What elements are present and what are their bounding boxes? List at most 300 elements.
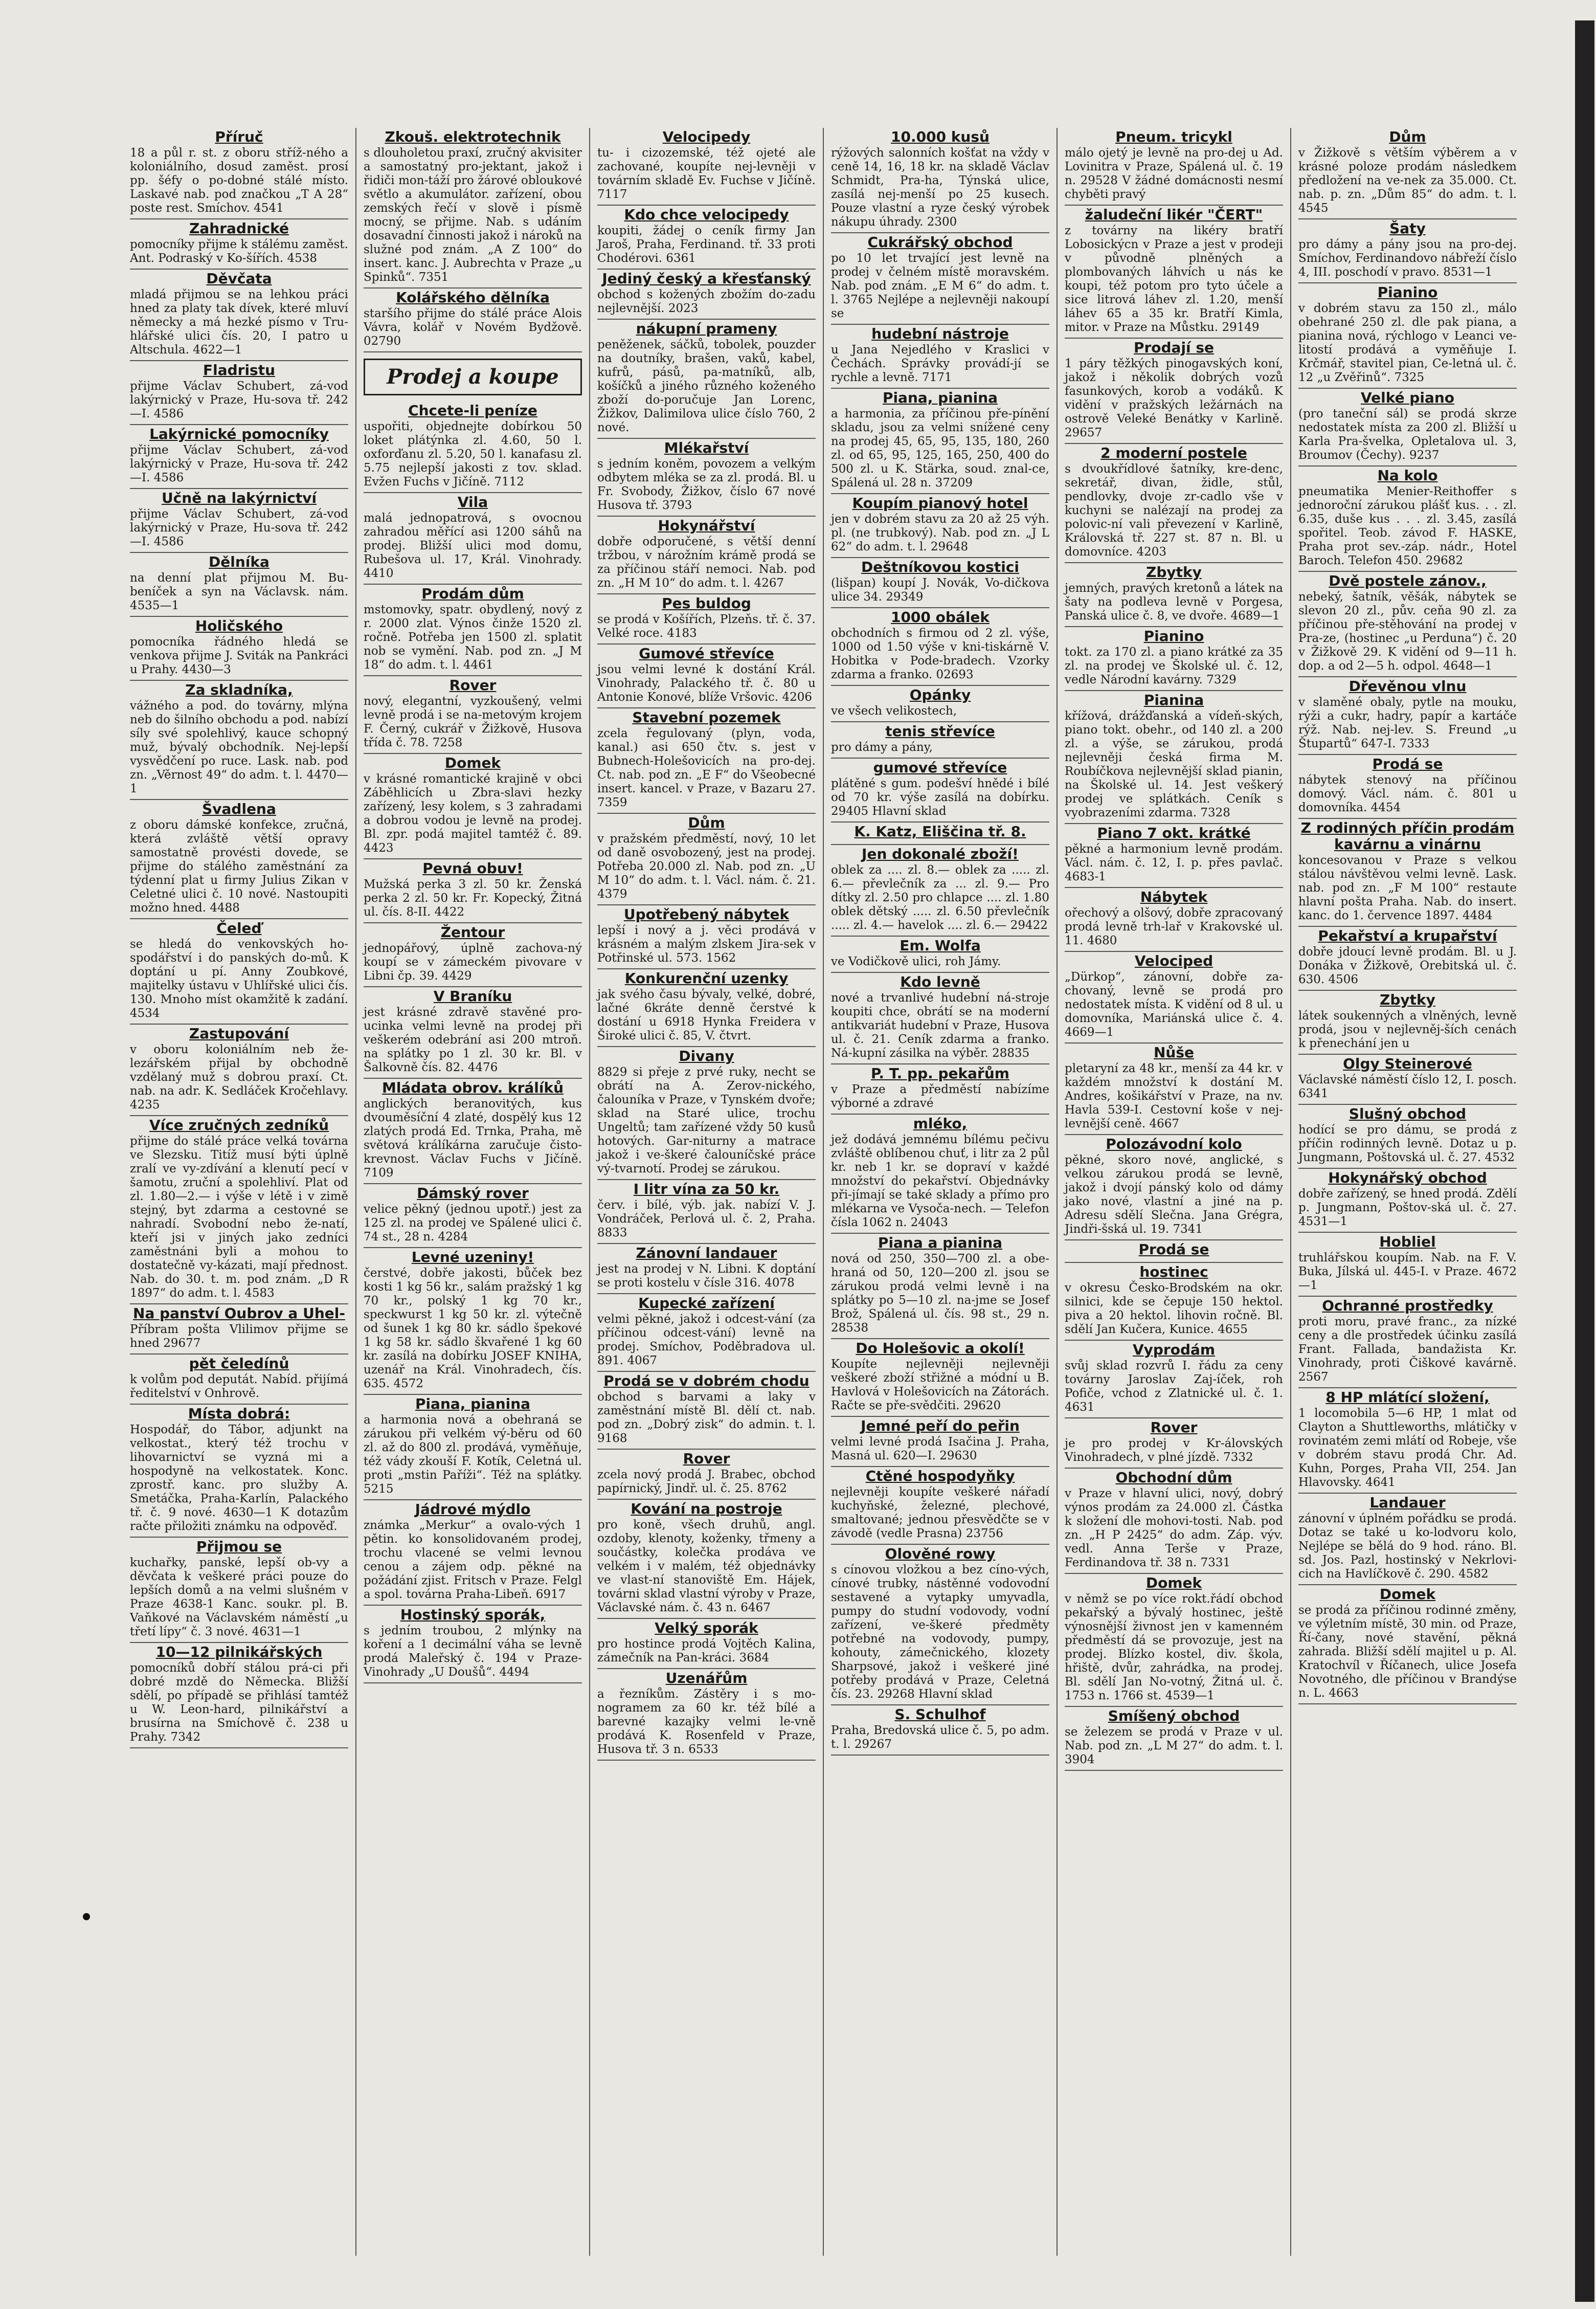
ad-heading: Olgy Steinerové xyxy=(1343,1055,1472,1072)
ad-text: v krásné romantické krajině v obci Záběhlicích u Zbra-slavi hezky zařízený, lesy kolem, s 3 zahradami a dobrou vodou je levně na prodej. Bl. zpr. podá majitel tamtéž č. 89. 4423 xyxy=(364,772,582,855)
ad-text: dobře odporučené, s větší denní tržbou, v nárožním krámě prodá se za příčinou stáří nemoci. Nab. pod zn. „H M 10“ do adm. t. l. 4267 xyxy=(597,535,816,590)
classified-ad xyxy=(1298,572,1517,677)
ad-text: svůj sklad rozvrů I. řádu za ceny továrny Jaroslav Zaj-íček, roh Pofiče, vchod z Zlatnické ul. č. 1. 4631 xyxy=(1065,1359,1283,1414)
ad-text: s dlouholetou praxí, zručný akvisiter a samostatný pro-jektant, jakož i řidiči mon-táží pro žárové obloukové světlo a akumulátor. zařízení, obou zemských řečí v slově i písmě mocný, se přijme. Nab. s udáním dosavadní činnosti jakož i nároků na služné pod znám. „A Z 100“ do insert. kanc. J. Aubrechta v Praze „u Spinků“. 7351 xyxy=(364,146,582,284)
ad-text: v Praze a předměstí nabízíme výborné a zdravé xyxy=(831,1083,1049,1110)
ad-text: rýžových salonních košťat na vždy v ceně 14, 16, 18 kr. na skladě Václav Schmidt, Pra-ha, Týnská ulice, zasílá nej-menší po 25 kusech. Pouze vlastní a ryze český výrobek nákupu úhrady. 2300 xyxy=(831,146,1049,229)
ad-heading: Smíšený obchod xyxy=(1108,1707,1240,1724)
ad-heading: mléko, xyxy=(913,1115,968,1132)
column-5 xyxy=(1058,128,1291,2256)
ad-text: zánovní v úplném pořádku se prodá. Dotaz se také u ko-lodvoru kolo, Nejlépe se bělá do 9 hod. ráno. Bl. sd. Jos. Pazl, hostinský v Nekrlovi-cich na Havlíčkově č. 290. 4582 xyxy=(1298,1512,1517,1581)
classified-ad xyxy=(597,320,816,439)
ad-text: nové a trvanlivé hudební ná-stroje koupiti chce, obrátí se na moderní antikvariát hudební v Praze, Husova ul. č. 21. Ceník zdarma a franko. Ná-kupní zásilka na výběr. 28835 xyxy=(831,991,1049,1060)
ad-text: pro hostince prodá Vojtěch Kalina, zámečník na Pan-kráci. 3684 xyxy=(597,1637,816,1664)
ad-heading: Místa dobrá: xyxy=(188,1405,290,1422)
classified-ad xyxy=(597,814,816,905)
ad-heading: Olověné rowy xyxy=(885,1545,996,1562)
classified-ad xyxy=(831,494,1049,558)
ad-text: přijme do stálé práce velká továrna ve Slezsku. Titíž musí býti úplně zralí ve vy-zdívání a klenutí pecí v šamotu, zruční a spolehliví. Plat od zl. 1.80—2.— i výše v létě i v zimě stejný, byt zdarma a cestovné se nahradí. Svobodní nebo že-natí, kteří jsi v jiných jako zedníci zaměstnáni byli a mohou to dostatečně vy-kázati, mají přednost. Nab. do 30. t. m. pod znám. „D R 1897“ do adm. t. l. 4583 xyxy=(130,1135,348,1300)
classified-ad xyxy=(597,708,816,814)
classified-ad xyxy=(597,128,816,206)
ad-heading: Rover xyxy=(449,677,497,694)
classified-ad xyxy=(597,1669,816,1761)
classified-ad xyxy=(1065,1135,1283,1240)
classified-ad xyxy=(364,493,582,585)
ad-heading: Em. Wolfa xyxy=(900,937,981,954)
ad-text: je pro prodej v Kr-álovských Vinohradech, v plné jízdě. 7332 xyxy=(1065,1437,1283,1464)
ad-text: peněženek, sáčků, tobolek, pouzder na doutníky, brašen, vaků, kabel, kufrů, pásů, pa-matníků, alb, košíčků a jiného různého koženého zboží do-poručuje Jan Lorenc, Žižkov, Dalimilova ulice číslo 760, 2 nové. xyxy=(597,338,816,434)
ad-heading: Zbytky xyxy=(1146,564,1202,581)
ad-heading: Dřevěnou vlnu xyxy=(1348,678,1467,695)
classified-ad xyxy=(1298,677,1517,755)
classified-ad xyxy=(597,1450,816,1500)
ad-heading: Dámský rover xyxy=(417,1185,529,1202)
classified-ad xyxy=(1065,691,1283,824)
ad-heading: Ochranné prostředky xyxy=(1322,1297,1493,1314)
ad-heading: Prodám dům xyxy=(421,585,524,602)
classified-ad xyxy=(831,759,1049,823)
ad-text: Praha, Bredovská ulice č. 5, po adm. t. l. 29267 xyxy=(831,1724,1049,1751)
ad-heading: P. T. pp. pekařům xyxy=(871,1065,1009,1082)
ad-heading: Šaty xyxy=(1389,220,1426,237)
ad-heading: Pevná obuv! xyxy=(422,860,523,877)
ad-text: a harmonia nová a obehraná se zárukou při velkém vý-běru od 60 zl. až do 800 zl. prodává, vyměňuje, též vády zkouší F. Kotík, Celetná ul. proti „mstin Paříži“. Též na splátky. 5215 xyxy=(364,1413,582,1496)
ad-heading: S. Schulhof xyxy=(894,1706,986,1723)
classified-ad xyxy=(130,1025,348,1116)
ad-text: Koupíte nejlevněji nejlevněji veškeré zboží střižné a módní u B. Havlová v Holešovicích na Zátorách. Račte se pře-svědčiti. 29620 xyxy=(831,1358,1049,1412)
ad-text: po 10 let trvající jest levně na prodej v čelném místě moravském. Nab. pod znám. „E M 6“ do adm. t. l. 3765 Nejlépe a nejlevněji nakoupí se xyxy=(831,252,1049,320)
ad-heading: Deštníkovou kostici xyxy=(861,559,1020,575)
classified-ad xyxy=(1298,219,1517,283)
ad-text: 18 a půl r. st. z oboru stříž-ného a koloniálního, dosud zaměst. prosí pp. šéfy o po-dobné stálé místo. Laskavé nab. pod značkou „T A 28“ poste rest. Smíchov. 4541 xyxy=(130,146,348,215)
ad-heading: gumové střevíce xyxy=(873,759,1007,776)
classified-ad xyxy=(831,1545,1049,1705)
ad-heading: Jádrové mýdlo xyxy=(415,1501,531,1518)
classified-ad xyxy=(130,1643,348,1748)
ad-heading: Dům xyxy=(1389,128,1426,145)
page-edge xyxy=(1575,20,1594,2302)
ad-text: uspořiti, objednejte dobírkou 50 loket plátýnka zl. 4.60, 50 l. oxforďanu zl. 5.20, 50 l. kanafasu zl. 5.75 nejlepší jakosti z tov. sklad. Evžen Fuchs v Jičíně. 7112 xyxy=(364,420,582,489)
ad-heading: Upotřebený nábytek xyxy=(623,906,790,923)
ad-text: se hledá do venkovských ho-spodářství i do panských do-mů. K doptání u pí. Anny Zoubkové, majitelky ústavu v Uhlířské ulici čís. 130. Mnoho míst okamžitě k zadání. 4534 xyxy=(130,938,348,1020)
ad-text: pomocníků dobří stálou prá-ci při dobré mzdě do Německa. Bližší sdělí, po případě se přihlásí tamtéž u W. Leon-hard, pilnikářství a brusírna na Smíchově č. 238 u Prahy. 7342 xyxy=(130,1661,348,1744)
ad-heading: hudební nástroje xyxy=(871,325,1009,342)
classified-ad xyxy=(130,1538,348,1643)
ad-text: Mužská perka 3 zl. 50 kr. Ženská perka 2 zl. 50 kr. Fr. Kopecký, Žitná ul. čís. 8-II. 4422 xyxy=(364,878,582,919)
classified-ad xyxy=(1065,1469,1283,1574)
ad-text: křížová, drážďanská a vídeň-ských, piano tokt. obehr., od 140 zl. a 200 zl. a výše, se zárukou, prodá nejlevněji česká firma M. Roubíčkova nejlevnější sklad pianin, na Školské ul. 14. Jest veškerý prodej ve splátkách. Ceník s vyobrazeními zdarma. 7328 xyxy=(1065,709,1283,819)
ad-heading: Do Holešovic a okolí! xyxy=(856,1340,1025,1357)
ad-text: velmi levné prodá Isačina J. Praha, Masná ul. 620—I. 29630 xyxy=(831,1435,1049,1462)
classified-ad xyxy=(364,402,582,493)
ad-text: v Žižkově s větším výběrem a v krásné poloze prodám následkem předložení na ve-nek za 35.000. Ct. nab. p. zn. „Dům 85“ do adm. t. l. 4545 xyxy=(1298,146,1517,215)
ad-text: lepší i nový a j. věci prodává v krásném a malým zlskem Jira-sek v Potřinské ul. 573. 1562 xyxy=(597,924,816,965)
ad-heading: Zbytky xyxy=(1380,991,1435,1008)
ad-heading: Pekařství a krupařství xyxy=(1318,927,1497,944)
ad-heading: Chcete-li peníze xyxy=(408,402,537,419)
ad-text: obchodních s firmou od 2 zl. výše, 1000 od 1.50 výše v kni-tiskárně V. Hobitka v Pode-bradech. Vzorky zdarma a franko. 02693 xyxy=(831,627,1049,681)
ad-text: v Praze v hlavní ulici, nový, dobrý výnos prodám za 24.000 zl. Částka k složení dle mohovi-tosti. Nab. pod zn. „H P 2425“ do adm. Záp. výv. vedl. Anna Terše v Praze, Ferdinandova tř. 38 n. 7331 xyxy=(1065,1487,1283,1569)
ad-heading: Cukrářský obchod xyxy=(867,234,1013,251)
classified-ad xyxy=(364,585,582,676)
classified-ad xyxy=(597,1500,816,1619)
classified-ad xyxy=(831,722,1049,759)
classified-ad xyxy=(1298,1233,1517,1297)
ad-heading: Zastupování xyxy=(189,1025,289,1042)
ad-text: zcela nový prodá J. Brabec, obchod papírnický, Jindř. ul. č. 25. 8762 xyxy=(597,1468,816,1495)
classified-ad xyxy=(831,937,1049,973)
ad-heading: Hokynářství xyxy=(658,517,755,534)
classified-ad xyxy=(130,617,348,681)
classified-ad xyxy=(130,800,348,919)
classified-ad xyxy=(1298,991,1517,1055)
ad-heading: Piana, pianina xyxy=(415,1395,531,1412)
ad-heading: Kdo levně xyxy=(900,973,980,990)
ad-text: hodící se pro dámu, se prodá z příčin rodinných levně. Dotaz u p. Jungmann, Poštovská ul. č. 27. 4532 xyxy=(1298,1123,1517,1164)
ad-text: s jedním koněm, povozem a velkým odbytem mléka se za zl. prodá. Bl. u Fr. Svobody, Žižkov, číslo 67 nové Husova tř. 3793 xyxy=(597,457,816,512)
classified-ad xyxy=(1065,339,1283,444)
ad-heading: Kdo chce velocipedy xyxy=(624,206,789,223)
ad-text: přijme Václav Schubert, zá-vod lakýrnický v Praze, Hu-sova tř. 242—I. 4586 xyxy=(130,507,348,548)
classified-ad xyxy=(831,686,1049,722)
ad-heading: Pianino xyxy=(1143,628,1204,645)
ad-heading: Hobliel xyxy=(1379,1233,1436,1250)
ad-text: s jedním troubou, 2 mlýnky na koření a 1 decimální váha se levně prodá Maleřský č. 194 v Praze-Vinohrady „U Doušů“. 4494 xyxy=(364,1624,582,1679)
ad-heading: Gumové střevíce xyxy=(639,645,774,662)
ad-text: zcela řegulovaný (plyn, voda, kanal.) asi 650 čtv. s. jest v Bubnech-Holešovicích na pro-dej. Ct. nab. pod zn. „E F“ do Všeobecné insert. kancel. v Praze, v Bazaru 27. 7359 xyxy=(597,727,816,809)
ad-heading: Piana a pianina xyxy=(878,1234,1003,1251)
ad-text: 8829 si přeje z prvé ruky, necht se obrátí na A. Zerov-nického, čalouníka v Praze, v Tynském dvoře; sklad na Staré ulice, trochu Ungeltů; tam zařízené vždy 50 kusů hotových. Gar-niturny a matrace jakož i ve-škeré čalouníčské práce vý-tvarnotí. Prodej se zárukou. xyxy=(597,1065,816,1175)
ad-heading: Pianina xyxy=(1143,692,1204,708)
classified-ad xyxy=(1298,1494,1517,1585)
ad-text: jest na prodej v N. Libni. K doptání se proti kostelu v čísle 316. 4078 xyxy=(597,1262,816,1290)
classified-ad xyxy=(130,1304,348,1355)
ad-text: (pro taneční sál) se prodá skrze nedostatek místa za 200 zl. Bližší u Karla Pra-švelka, Opletalova ul. 3, Broumov (Čechy). 9237 xyxy=(1298,407,1517,462)
classified-ad xyxy=(1298,1388,1517,1494)
classified-ad xyxy=(597,439,816,517)
classified-ad xyxy=(130,425,348,489)
ad-text: oblek za .... zl. 8.— oblek za ..... zl. 6.— převlečník za ... zl. 9.— Pro dítky zl. 2.50 pro chlapce .... zl. 1.80 oblek dětský ..... zl. 6.50 převlečník ..... zl. 4.— havelok .... zl. 6.— 29422 xyxy=(831,863,1049,932)
classified-ad xyxy=(597,1372,816,1450)
ad-heading: Polozávodní kolo xyxy=(1106,1136,1242,1152)
classified-ad xyxy=(831,558,1049,608)
ad-text: staršího přijme do stálé práce Alois Vávra, kolář v Novém Bydžově. 02790 xyxy=(364,307,582,348)
ad-heading: Příruč xyxy=(215,128,263,145)
classified-ad xyxy=(597,1619,816,1669)
ad-heading: Jen dokonalé zboží! xyxy=(862,846,1019,862)
ad-heading: Prodá se xyxy=(1138,1241,1209,1258)
classified-ad xyxy=(831,845,1049,937)
ad-heading: Hostinský sporák, xyxy=(400,1606,546,1623)
classified-ad xyxy=(1065,128,1283,206)
classified-ad xyxy=(1065,888,1283,952)
ad-heading: Pianino xyxy=(1377,284,1438,301)
ad-heading: Dvě postele zánov., xyxy=(1329,572,1487,589)
classified-ad xyxy=(597,905,816,969)
ad-heading: Fladristu xyxy=(203,362,276,379)
classified-ad xyxy=(364,1606,582,1683)
classified-ad xyxy=(597,969,816,1047)
ad-heading: Přijmou se xyxy=(196,1538,282,1555)
ad-text: u Jana Nejedlého v Kraslici v Čechách. Správky provádí-jí se rychle a levně. 7171 xyxy=(831,343,1049,384)
ad-heading: Hokynářský obchod xyxy=(1328,1169,1487,1186)
classified-ad xyxy=(130,919,348,1025)
ad-heading: Mlékařství xyxy=(664,439,749,456)
ad-heading: I litr vína za 50 kr. xyxy=(633,1181,780,1197)
ad-text: dobře jdoucí levně prodám. Bl. u J. Donáka v Žižkově, Orebitská ul. č. 630. 4506 xyxy=(1298,945,1517,986)
classified-ad xyxy=(130,1405,348,1538)
classified-ad xyxy=(831,973,1049,1064)
ad-text: z továrny na likéry bratří Lobosickýcn v Praze a jest v prodeji v původně plněných a plombovaných láhvích u nás ke koupi, též potom pro tyto účele a sice litrová láhev zl. 1.20, menší láhev 65 a 35 kr. Bratří Kimla, mitor. v Praze na Můstku. 29149 xyxy=(1065,224,1283,334)
ad-heading: Velký sporák xyxy=(655,1619,758,1636)
ad-text: s cínovou vložkou a bez cíno-vých, cínové trubky, nástěnné vodovodní sestavené a vytapky umyvadla, pumpy do studní vodovody, vodní zařízení, ve-škeré předměty potřebné na vodovody, pumpy, kohouty, zámečnického, klozety Sharpsové, jakož i veškeré jiné potřeby prodává v Praze, Celetná čís. 23. 29268 Hlavní sklad xyxy=(831,1563,1049,1701)
ad-heading: Dům xyxy=(688,814,725,831)
ad-heading: 2 moderní postele xyxy=(1100,445,1247,461)
classified-ad xyxy=(364,676,582,754)
ad-text: k volům pod deputát. Nabíd. přijímá ředitelství v Onhrově. xyxy=(130,1373,348,1400)
ad-text: Příbram pošta Vlilimov přijme se hned 29677 xyxy=(130,1323,348,1350)
classified-ad xyxy=(1298,755,1517,819)
ad-heading: 10—12 pilnikářských xyxy=(155,1644,323,1660)
classified-ad xyxy=(364,1500,582,1606)
ad-text: čerstvé, dobře jakosti, bůček bez kosti 1 kg 56 kr., salám pražský 1 kg 70 kr., polský 1 kg 70 kr., speckwurst 1 kg 50 kr. zl. výtečně od šunek 1 kg 80 kr. sádlo špekové 1 kg 58 kr. sádlo škvařené 1 kg 60 kr. zasílá na dobírku JOSEF KNIHA, uzenář na Král. Vinohradech, čís. 635. 4572 xyxy=(364,1267,582,1390)
ad-heading: Domek xyxy=(1379,1586,1436,1603)
ad-heading: 8 HP mlátící složení, xyxy=(1325,1389,1490,1406)
ad-heading: Prodají se xyxy=(1133,339,1215,356)
section-banner: Prodej a koupe xyxy=(364,359,582,395)
ad-text: z oboru dámské konfekce, zručná, která zvláště větší opravy samostatně provésti dovede, se přijme do stálého zaměstnání za týdenní plat u firmy Julius Zikan v Celetné ulici č. 10 nové. Nastoupiti možno hned. 4488 xyxy=(130,818,348,915)
classified-ad xyxy=(1065,1418,1283,1469)
ad-heading: Lakýrnické pomocníky xyxy=(149,426,329,442)
ad-heading: V Braníku xyxy=(433,988,512,1005)
ad-text: Hospodář, do Tábor, adjunkt na velkostat., který též trochu v lihovarnictví se vyzná mi a hospodyně na velkostatek. Konc. zprostř. kanc. pro služby A. Smetáčka, Praha-Karlín, Palackého tř. č. 9 nové. 4630—1 K dotazům račte přiložiti známku na odpověď. xyxy=(130,1423,348,1533)
classified-ad xyxy=(597,594,816,645)
ad-heading: Pes buldog xyxy=(662,595,751,612)
column-1 xyxy=(123,128,356,2256)
classified-ad xyxy=(831,1234,1049,1339)
ad-heading: Kování na postroje xyxy=(631,1500,782,1517)
ad-text: jak svého času bývaly, velké, dobré, lačné 6kráte denně čerstvé k dostání u 6918 Hynka Freidera v Široké ulici č. 85, V. čtvrt. xyxy=(597,988,816,1042)
classified-ad xyxy=(1298,389,1517,467)
ad-text: Václavské náměstí číslo 12, I. posch. 6341 xyxy=(1298,1073,1517,1100)
classified-ad xyxy=(831,325,1049,389)
ad-heading: Stavební pozemek xyxy=(632,709,781,726)
ad-text: a řezníkům. Zástěry i s mo-nogramem za 60 kr. též bílé a barevné kazajky velmi le-vně prodává K. Rosenfeld v Praze, Husova tř. 3 n. 6533 xyxy=(597,1688,816,1756)
column-6 xyxy=(1291,128,1524,2256)
classified-ad xyxy=(831,128,1049,233)
ad-text: obchod s barvami a laky v zaměstnání místě Bl. dělí ct. nab. pod zn. „Dobrý zisk“ do admin. t. l. 9168 xyxy=(597,1390,816,1445)
ad-heading: Na panství Oubrov a Uhel- xyxy=(133,1305,345,1322)
ad-text: přijme Václav Schubert, zá-vod lakýrnický v Praze, Hu-sova tř. 242—I. 4586 xyxy=(130,443,348,484)
ad-heading: Opánky xyxy=(909,686,971,703)
classified-ad xyxy=(831,1417,1049,1467)
ad-text: pomocníka řádného hledá se venkova přijme J. Sviták na Pankráci u Prahy. 4430—3 xyxy=(130,635,348,676)
ad-text: pro dámy a pány jsou na pro-dej. Smíchov, Ferdinandovo nábřeží číslo 4, III. poschodí v pravo. 8531—1 xyxy=(1298,238,1517,279)
ad-text: s dvoukřídlové šatníky, kre-denc, sekretář, divan, židle, stůl, pendlovky, dvoje zr-cadlo vše v kuchyni se nalézají na prodej za polovic-ní vali převezení v Karlině, Královská tř. 227 st. 87 n. Bl. u domovníce. 4203 xyxy=(1065,462,1283,559)
ad-text: v okresu Česko-Brodském na okr. silnici, kde se čepuje 150 hektol. piva a 20 hektol. lihovin ročně. Bl. sdělí Jan Kučera, Kunice. 4655 xyxy=(1065,1281,1283,1336)
ad-text: (lišpan) koupí J. Novák, Vo-dičkova ulice 34. 29349 xyxy=(831,576,1049,604)
ad-text: v slaměné obaly, pytle na mouku, rýži a cukr, hadry, papír a kartáče rýž. Nab. nej-lev. S. Freund „u Štupartů“ 647-I. 7333 xyxy=(1298,696,1517,750)
ad-text: na denní plat přijmou M. Bu-beníček a syn na Václavsk. nám. 4535—1 xyxy=(130,571,348,612)
classified-ad xyxy=(364,288,582,352)
ad-text: látek soukenných a vlněných, levně prodá, jsou v nejlevněj-ších cenách k přenechání jen u xyxy=(1298,1009,1517,1050)
classified-ad xyxy=(597,1294,816,1372)
ad-heading: Domek xyxy=(1145,1574,1202,1591)
classified-ad xyxy=(364,987,582,1079)
column-4 xyxy=(824,128,1058,2256)
newspaper-page xyxy=(123,128,1524,2256)
ad-text: plátěné s gum. podešví hnědé i bílé od 70 kr. výše zasílá na dobírku. 29405 Hlavní sklad xyxy=(831,777,1049,818)
classified-ad xyxy=(1065,206,1283,339)
ad-heading: Koupím pianový hotel xyxy=(852,495,1028,512)
ad-heading: Zkouš. elektrotechnik xyxy=(385,128,561,145)
ad-text: pro dámy a pány, xyxy=(831,741,933,754)
ink-dot xyxy=(83,1913,90,1920)
ad-text: „Dürkop“, zánovní, dobře za-chovaný, levně se prodá pro nedostatek místa. K vidění od 8 ul. u domovníka, Mariánská ulice č. 4. 4669—1 xyxy=(1065,970,1283,1039)
ad-heading: Uzenářům xyxy=(665,1670,748,1686)
ad-text: pomocníky přijme k stálému zaměst. Ant. Podraský v Ko-šířích. 4538 xyxy=(130,238,348,265)
classified-ad xyxy=(597,1244,816,1294)
ad-heading: Na kolo xyxy=(1377,467,1438,484)
ad-heading: Jemné peří do peřin xyxy=(861,1417,1020,1434)
classified-ad xyxy=(1298,927,1517,991)
ad-text: nová od 250, 350—700 zl. a obe-hraná od 50, 120—200 zl. jsou se zárukou prodá velmi levně i na splátky po 5—10 zl. na-jme se Josef Brož, Spálená ul. čís. 98 st., 29 n. 28538 xyxy=(831,1252,1049,1335)
ad-text: se prodá v Košířích, Plzeňs. tř. č. 37. Velké roce. 4183 xyxy=(597,613,816,640)
column-2 xyxy=(356,128,590,2256)
classified-ad xyxy=(130,219,348,270)
column-3 xyxy=(590,128,824,2256)
ad-text: v oboru koloniálním neb že-lezářském přijal by obchodně vzdělaný muž s dobrou praxí. Ct. nab. na adr. K. Sedláček Kročehlavy. 4235 xyxy=(130,1043,348,1112)
ad-text: nejlevněji koupíte veškeré nářadí kuchyňské, železné, plechové, smaltované; jednou přesvědčte se v závodě (vedle Prasna) 23756 xyxy=(831,1485,1049,1540)
ad-text: mladá přijmou se na lehkou práci hned za platy tak dívek, které mluví německy a má hezké písmo v Tru-hlářské ulici čís. 20, I patro u Altschula. 4622—1 xyxy=(130,288,348,357)
ad-heading: Piano 7 okt. krátké xyxy=(1097,825,1251,841)
classified-ad xyxy=(1298,1105,1517,1169)
classified-ad xyxy=(364,923,582,987)
ad-heading: Ctěné hospodyňky xyxy=(865,1468,1015,1484)
classified-ad xyxy=(1065,563,1283,627)
ad-heading: hostinec xyxy=(1139,1263,1208,1280)
classified-ad xyxy=(831,233,1049,325)
ad-text: pletaryní za 48 kr., menší za 44 kr. v každém množství k dostání M. Andres, košikářství v Praze, na nv. Havla 539-I. Cestovní koše v nej-levnější ceně. 4667 xyxy=(1065,1062,1283,1130)
ad-heading: Kolářského dělníka xyxy=(396,289,550,306)
ad-heading: Konkurenční uzenky xyxy=(624,970,789,987)
classified-ad xyxy=(597,645,816,708)
ad-text: vážného a pod. do továrny, mlýna neb do šilního obchodu a pod. nabízí síly své spolehlivý, kauce schopný muž, bývalý obchodník. Nej-lepší vysvědčení po ruce. Lask. nab. pod zn. „Věrnost 49“ do adm. t. l. 4470—1 xyxy=(130,699,348,795)
classified-ad xyxy=(831,608,1049,686)
ad-heading: Vyprodám xyxy=(1132,1341,1216,1358)
ad-text: mstomovky, spatr. obydlený, nový z r. 2000 zlat. Výnos činže 1520 zl. ročně. Potřeba jen 1500 zl. splatit nob se vymění. Nab. pod zn. „J M 18“ do adm. t. l. 4461 xyxy=(364,603,582,672)
ad-heading: Divany xyxy=(679,1048,734,1064)
classified-ad xyxy=(1298,819,1517,927)
ad-text: v němž se po více rokt.řádí obchod pekařský a bývalý hostinec, ještě výnosnější živnost jen v kamenném předměstí dá se provozuje, jest na prodej. Blízko kostel, div. škola, hřiště, dvůr, zahrádka, na prodej. Bl. sdělí Jan No-votný, Žitná ul. č. 1753 n. 1766 st. 4539—1 xyxy=(1065,1592,1283,1702)
ad-heading: Za skladníka, xyxy=(185,681,293,698)
ad-heading: Jediný český a křesťanský xyxy=(602,270,811,287)
classified-ad xyxy=(364,1184,582,1248)
classified-ad xyxy=(831,1064,1049,1115)
ad-text: jemných, pravých kretonů a látek na šaty na podleva levně v Porgesa, Panská ulice č. 8, ve dvoře. 4689—1 xyxy=(1065,582,1283,623)
classified-ad xyxy=(831,389,1049,494)
classified-ad xyxy=(364,859,582,923)
ad-heading: Kupecké zařízení xyxy=(638,1295,775,1312)
ad-heading: Rover xyxy=(1150,1419,1198,1436)
classified-ad xyxy=(831,1115,1049,1234)
ad-text: proti moru, pravé franc., za nízké ceny a dle prostředek účinku zasílá Frant. Fallada, bandažista Kr. Vinohrady, proti Čiškové kavárně. 2567 xyxy=(1298,1315,1517,1384)
ad-heading: Pneum. tricykl xyxy=(1115,128,1232,145)
ad-text: jednopářový, úplně zachova-ný koupí se v zámeckém pivovare v Libni čp. 39. 4429 xyxy=(364,942,582,983)
ad-text: velice pěkný (jednou upotř.) jest za 125 zl. na prodej ve Spálené ulici č. 74 st., 28 n. 4284 xyxy=(364,1203,582,1244)
ad-heading: Dělníka xyxy=(209,553,269,570)
ad-heading: Zahradnické xyxy=(189,220,289,237)
ad-text: truhlářskou koupím. Nab. na F. V. Buka, Jílská ul. 445-I. v Praze. 4672—1 xyxy=(1298,1251,1517,1292)
ad-text: malá jednopatrová, s ovocnou zahradou měřící asi 1200 sáhů na prodej. Bližší ulici mod domu, Rubešova ul. 17, Král. Vinohrady. 4410 xyxy=(364,512,582,580)
ad-heading: Z rodinných příčin prodám kavárnu a vinárnu xyxy=(1300,819,1515,853)
ad-text: v pražském předměstí, nový, 10 let od daně osvobozený, jest na prodej. Potřeba 20.000 zl. Nab. pod zn. „U M 10“ do adm. t. l. Václ. nám. č. 21. 4379 xyxy=(597,832,816,901)
classified-ad xyxy=(597,270,816,320)
ad-heading: Švadlena xyxy=(202,801,276,817)
classified-ad xyxy=(597,1047,816,1180)
ad-text: pěkné, skoro nové, anglické, s velkou zárukou prodá se levně, jakož i dvojí pánský kolo od dámy jako nové, vlastní a jiné na p. Adresu sdělí Slečna. Jana Grégra, Jindři-šská ul. 19. 7341 xyxy=(1065,1153,1283,1236)
ad-text: jest krásné zdravě stavěné pro-ucinka velmi levně na prodej při veškerém odebrání asi 200 mtroň. na splátky po 1 zl. 30 kr. Bl. v Šalkovně čís. 82. 4476 xyxy=(364,1006,582,1074)
classified-ad xyxy=(130,681,348,800)
ad-heading: žaludeční likér "ČERT" xyxy=(1085,206,1263,223)
classified-ad xyxy=(130,553,348,617)
ad-text: se prodá za příčinou rodinné změny, ve výletním místě, 30 min. od Praze, Ří-čany, nové stavění, pěkná zahrada. Bližší sdělí majitel u p. Al. Kratochvíl v Říčanech, ulice Josefa Novotného, dle příčinou v Brandýse n. L. 4663 xyxy=(1298,1604,1517,1700)
classified-ad xyxy=(364,754,582,859)
ad-text: pro koně, všech druhů, angl. ozdoby, klenoty, koženky, třmeny a součástky, kolečka prodáva ve velkém i v malém, též objednávky ve vlast-ní stanoviště Em. Hájek, továrni sklad vlastní výroby v Praze, Václavské nám. č. 43 n. 6467 xyxy=(597,1518,816,1614)
ad-heading: Žentour xyxy=(440,924,505,941)
ad-heading: nákupní prameny xyxy=(636,320,777,337)
ad-heading: Čeleď xyxy=(216,920,262,937)
ad-text: nebeký, šatník, věšák, nábytek se slevon 20 zl., pův. ceňa 90 zl. za příčinou pře-stěhování na prodej v Pra-ze, (hostinec „u Perduna“) č. 20 v Žižkově 29. K vidění od 9—11 h. dop. a od 2—5 h. odpol. 4648—1 xyxy=(1298,590,1517,673)
ad-heading: Slušný obchod xyxy=(1348,1105,1467,1122)
classified-ad xyxy=(130,1116,348,1304)
ad-heading: 10.000 kusů xyxy=(891,128,990,145)
ad-text: nábytek stenový na příčinou domový. Václ. nám. č. 801 u domovníka. 4454 xyxy=(1298,773,1517,814)
ad-heading: Obchodní dům xyxy=(1115,1469,1232,1486)
classified-ad xyxy=(1298,1169,1517,1233)
classified-ad xyxy=(831,1705,1049,1756)
classified-ad xyxy=(130,1355,348,1405)
classified-ad xyxy=(1065,1341,1283,1418)
classified-ad xyxy=(364,1395,582,1500)
ad-heading: Velké piano xyxy=(1360,389,1455,406)
ad-heading: Zánovní landauer xyxy=(636,1245,777,1261)
ad-text: dobře zařízený, se hned prodá. Zdělí p. Jungmann, Poštov-ská ul. č. 27. 4531—1 xyxy=(1298,1187,1517,1228)
classified-ad xyxy=(1065,1240,1283,1263)
classified-ad xyxy=(1298,467,1517,572)
ad-heading: Vila xyxy=(457,494,488,510)
ad-heading: Nábytek xyxy=(1140,889,1208,905)
ad-text: ve všech velikostech, xyxy=(831,704,957,718)
classified-ad xyxy=(364,128,582,288)
classified-ad xyxy=(130,489,348,553)
ad-text: málo ojetý je levně na pro-dej u Ad. Lovinitra v Praze, Spálená ul. č. 19 n. 29528 V žádné domácnosti nesmí chyběti pravý xyxy=(1065,146,1283,201)
ad-heading: 1000 obálek xyxy=(890,609,990,626)
classified-ad xyxy=(1065,627,1283,691)
classified-ad xyxy=(130,361,348,425)
ad-text: červ. i bílé, výb. jak. nabízí V. J. Vondráček, Perlová ul. č. 2, Praha. 8833 xyxy=(597,1198,816,1239)
ad-text: nový, elegantní, vyzkoušený, velmi levně prodá i se na-metovým krojem F. Černý, cukrář v Žižkově, Husova třída č. 78. 7258 xyxy=(364,695,582,749)
ad-text: kuchařky, panské, lepší ob-vy a děvčata k veškeré práci pouze do lepších domů a na velmi slušném v Praze 4638-1 Kanc. soukr. pl. B. Vaňkové na Václavském náměstí „u třetí lípy“ č. 3 nové. 4631—1 xyxy=(130,1556,348,1638)
classified-ad xyxy=(1065,1044,1283,1135)
classified-ad xyxy=(831,1339,1049,1417)
classified-ad xyxy=(1065,1574,1283,1707)
ad-heading: Levné uzeniny! xyxy=(411,1249,534,1265)
classified-ad xyxy=(364,1079,582,1184)
classified-ad xyxy=(831,823,1049,845)
classified-ad xyxy=(364,1248,582,1395)
classified-ad xyxy=(1065,1707,1283,1771)
